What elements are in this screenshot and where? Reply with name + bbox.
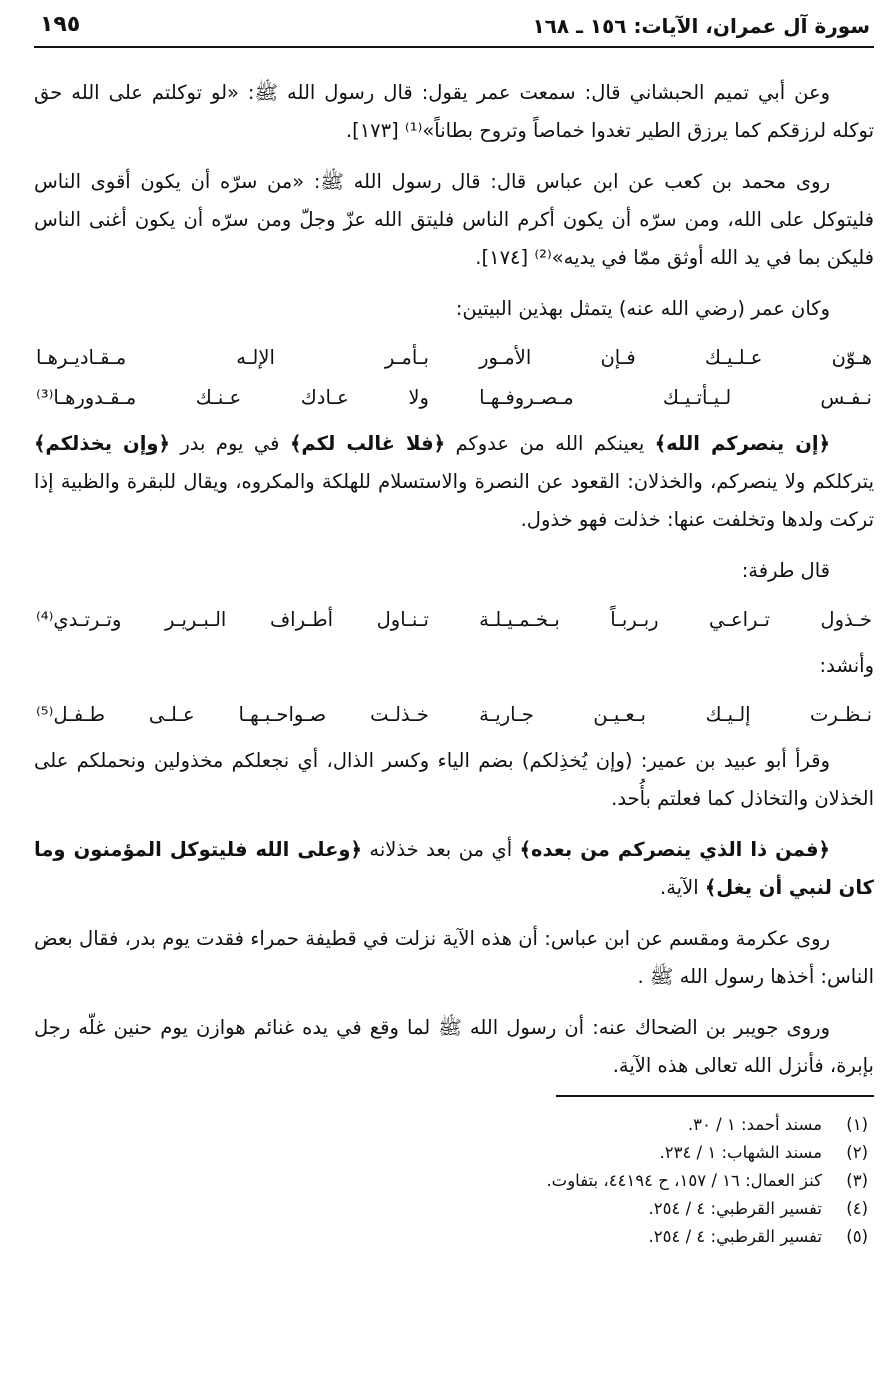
- text-span: يتركلكم ولا ينصركم، والخذلان: القعود عن النصرة والاستسلام للهلكة والمكروه، ويقال للبقرة والظبية إذا تركت ولدها وتخلفت عنها: خذلت فهو خذول.: [34, 470, 874, 531]
- book-page: [34, 10, 874, 1360]
- quran-quote: ﴿وعلى الله فليتوكل المؤمنون وما كان لنبي أن يغل﴾: [34, 838, 874, 899]
- poetry-verse: [34, 698, 874, 732]
- footnotes: [34, 1095, 874, 1251]
- paragraph: وروى جويبر بن الضحاك عنه: أن رسول الله ﷺ لما وقع في يده غنائم هوازن يوم حنين غلّه رجل بإبرة، فأنزل الله تعالى هذه الآية.: [34, 1016, 874, 1077]
- paragraph: قال طرفة:: [741, 559, 830, 582]
- paragraph: [34, 831, 874, 907]
- main-text: [34, 74, 874, 1085]
- footnote-text: تفسير القرطبي: ٤ / ٢٥٤.: [648, 1227, 822, 1246]
- footnote-text: تفسير القرطبي: ٤ / ٢٥٤.: [648, 1199, 822, 1218]
- text-span: أي من بعد خذلانه: [361, 838, 520, 861]
- quran-quote: ﴿إن ينصركم الله﴾: [654, 432, 831, 455]
- poetry-block: [34, 603, 874, 637]
- footnote-text: مسند الشهاب: ١ / ٢٣٤.: [659, 1143, 822, 1162]
- footnote-number: (١): [846, 1115, 868, 1134]
- verse-first-hemistich: خـذول تـراعـي ربـربـاً بـخـمـيـلـة: [479, 608, 872, 631]
- poetry-verse: [34, 341, 874, 375]
- quran-quote: ﴿وإن يخذلكم﴾: [34, 432, 170, 455]
- page-number: ١٩٥: [40, 12, 81, 37]
- paragraph: وقرأ أبو عبيد بن عمير: (وإن يُخذِلكم) بضم الياء وكسر الذال، أي نجعلكم مخذولين ونحملكم على الخذلان والتخاذل كما فعلتم بأُحد.: [34, 749, 874, 810]
- running-title: سورة آل عمران، الآيات: ١٥٦ ـ ١٦٨: [532, 14, 870, 38]
- footnote-text: مسند أحمد: ١ / ٣٠.: [687, 1115, 822, 1134]
- paragraph: روى عكرمة ومقسم عن ابن عباس: أن هذه الآية نزلت في قطيفة حمراء فقدت يوم بدر، فقال بعض الناس: أخذها رسول الله ﷺ .: [34, 927, 874, 988]
- paragraph: وكان عمر (رضي الله عنه) يتمثل بهذين البيتين:: [455, 297, 830, 320]
- verse-first-hemistich: نـفـس لـيـأتـيـك مـصـروفـهـا: [479, 386, 872, 409]
- footnote-divider: [556, 1095, 874, 1097]
- footnote: [34, 1167, 874, 1195]
- quran-quote: ﴿فلا غالب لكم﴾: [289, 432, 446, 455]
- footnote-number: (٢): [846, 1143, 868, 1162]
- paragraph: روى محمد بن كعب عن ابن عباس قال: قال رسول الله ﷺ: «من سرّه أن يكون أقوى الناس فليتوكل على الله، ومن سرّه أن يكون أكرم الناس فليتق الله عزّ وجلّ ومن سرّه أن يكون أغنى الناس فليكن بما في يد الله أوثق ممّا في يديه»⁽²⁾ [١٧٤].: [34, 170, 874, 269]
- verse-first-hemistich: نـظـرت إلـيـك بـعـيـن جـاريـة: [479, 703, 872, 726]
- text-span: الآية.: [660, 876, 705, 899]
- verse-second-hemistich: ولا عـادك عـنـك مـقـدورهـا⁽³⁾: [36, 386, 429, 409]
- text-span: في يوم بدر: [169, 432, 290, 455]
- verse-second-hemistich: بـأمـر الإلـه مـقـاديـرهـا: [36, 346, 429, 369]
- footnote: [34, 1111, 874, 1139]
- poetry-block: [34, 341, 874, 415]
- footnote: [34, 1223, 874, 1251]
- poetry-verse: [34, 603, 874, 637]
- verse-first-hemistich: هـوّن عـلـيـك فـإن الأمـور: [479, 346, 872, 369]
- paragraph: [34, 425, 874, 539]
- verse-second-hemistich: تـنـاول أطـراف الـبـريـر وتـرتـدي⁽⁴⁾: [36, 608, 429, 631]
- footnote: [34, 1139, 874, 1167]
- text-span: يعينكم الله من عدوكم: [445, 432, 655, 455]
- poetry-block: [34, 698, 874, 732]
- page-header: [34, 10, 874, 48]
- poetry-verse: [34, 381, 874, 415]
- footnote-number: (٥): [846, 1227, 868, 1246]
- footnote-number: (٤): [846, 1199, 868, 1218]
- footnote-text: كنز العمال: ١٦ / ١٥٧، ح ٤٤١٩٤، بتفاوت.: [546, 1171, 822, 1190]
- paragraph: وأنشد:: [819, 654, 874, 677]
- quran-quote: ﴿فمن ذا الذي ينصركم من بعده﴾: [519, 838, 830, 861]
- footnote: [34, 1195, 874, 1223]
- verse-second-hemistich: خـذلـت صـواحـبـهـا عـلـى طـفـل⁽⁵⁾: [36, 703, 429, 726]
- paragraph: وعن أبي تميم الحبشاني قال: سمعت عمر يقول: قال رسول الله ﷺ: «لو توكلتم على الله حق توكله لرزقكم كما يرزق الطير تغدوا خماصاً وتروح بطاناً»⁽¹⁾ [١٧٣].: [34, 81, 874, 142]
- footnote-number: (٣): [846, 1171, 868, 1190]
